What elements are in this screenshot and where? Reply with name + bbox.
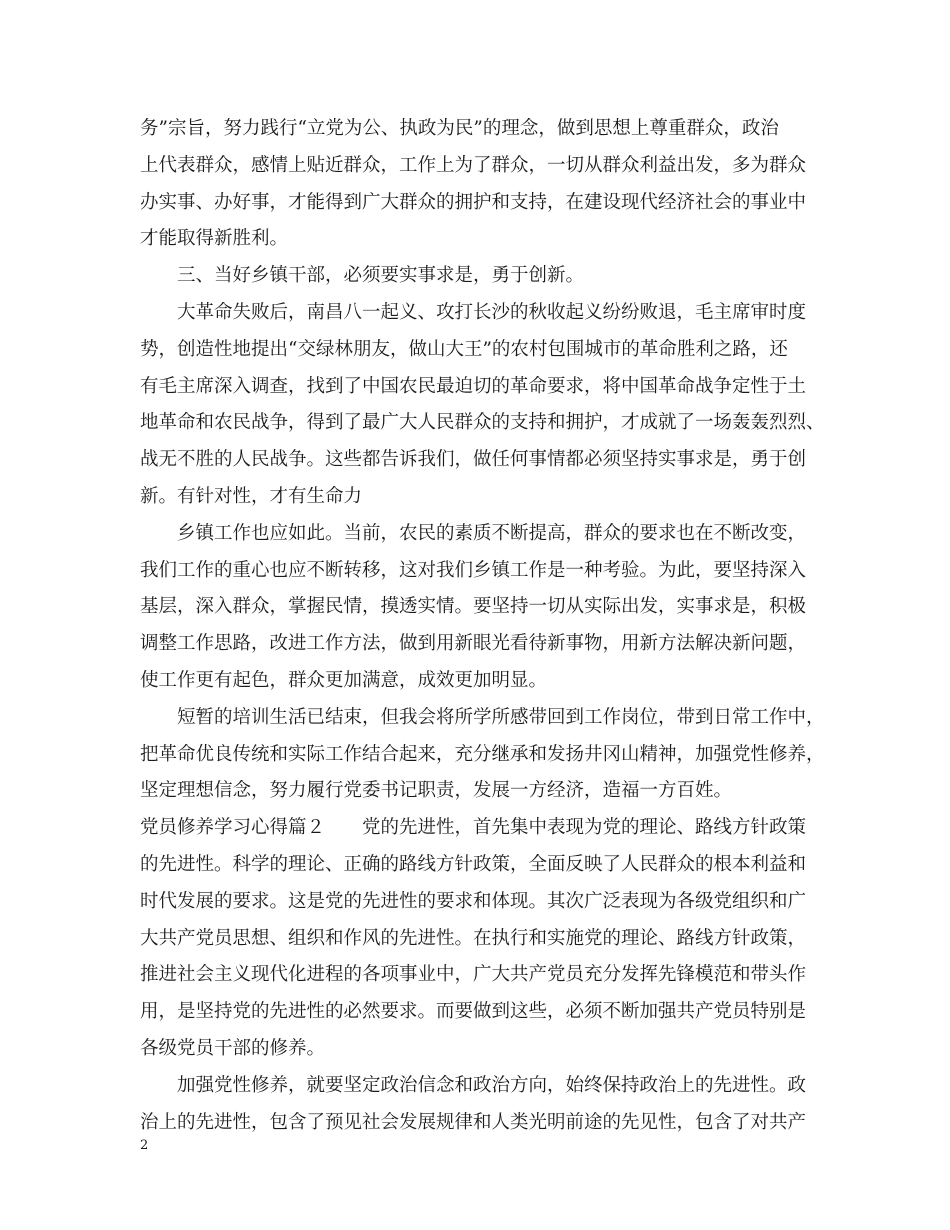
text-line: 乡镇工作也应如此。当前，农民的素质不断提高，群众的要求也在不断改变， — [140, 522, 807, 544]
text-line: 基层，深入群众，掌握民情，摸透实情。要坚持一切从实际出发，实事求是，积极 — [140, 596, 807, 618]
text-line: 地革命和农民战争，得到了最广大人民群众的支持和拥护，才成就了一场轰轰烈烈、 — [140, 412, 825, 434]
text-line: 办实事、办好事，才能得到广大群众的拥护和支持，在建设现代经济社会的事业中 — [140, 191, 807, 213]
text-line: 才能取得新胜利。 — [140, 228, 289, 250]
text-line: 大共产党员思想、组织和作风的先进性。在执行和实施党的理论、路线方针政策， — [140, 927, 807, 949]
text-line: 加强党性修养，就要坚定政治信念和政治方向，始终保持政治上的先进性。政 — [140, 1074, 807, 1096]
text-line: 推进社会主义现代化进程的各项事业中，广大共产党员充分发挥先锋模范和带头作 — [140, 964, 807, 986]
text-line: 新。有针对性，才有生命力 — [140, 485, 363, 507]
section-heading: 三、当好乡镇干部，必须要实事求是，勇于创新。 — [140, 265, 585, 287]
body-text — [140, 111, 840, 1141]
section-title-line: 党员修养学习心得篇２ 党的先进性，首先集中表现为党的理论、路线方针政策 — [140, 817, 807, 839]
text-line: 战无不胜的人民战争。这些都告诉我们，做任何事情都必须坚持实事求是，勇于创 — [140, 449, 807, 471]
text-line: 把革命优良传统和实际工作结合起来，充分继承和发扬井冈山精神，加强党性修养， — [140, 743, 825, 765]
text-line: 务”宗旨，努力践行“立党为公、执政为民”的理念，做到思想上尊重群众，政治 — [140, 118, 779, 139]
text-line: 用，是坚持党的先进性的必然要求。而要做到这些，必须不断加强共产党员特别是 — [140, 1001, 807, 1023]
text-line: 势，创造性地提出“交绿林朋友，做山大王”的农村包围城市的革命胜利之路，还 — [140, 338, 788, 360]
page-number: 2 — [140, 1138, 149, 1153]
text-line: 我们工作的重心也应不断转移，这对我们乡镇工作是一种考验。为此，要坚持深入 — [140, 559, 807, 581]
text-line: 的先进性。科学的理论、正确的路线方针政策，全面反映了人民群众的根本利益和 — [140, 853, 807, 875]
text-line: 短暂的培训生活已结束，但我会将所学所感带回到工作岗位，带到日常工作中， — [140, 706, 825, 728]
text-line: 坚定理想信念，努力履行党委书记职责，发展一方经济，造福一方百姓。 — [140, 780, 733, 802]
text-line: 大革命失败后，南昌八一起义、攻打长沙的秋收起义纷纷败退，毛主席审时度 — [140, 301, 807, 323]
text-line: 使工作更有起色，群众更加满意，成效更加明显。 — [140, 669, 548, 691]
text-line: 治上的先进性，包含了预见社会发展规律和人类光明前途的先见性，包含了对共产 — [140, 1111, 807, 1133]
text-line: 有毛主席深入调查，找到了中国农民最迫切的革命要求，将中国革命战争定性于土 — [140, 375, 807, 397]
text-line: 上代表群众，感情上贴近群众，工作上为了群众，一切从群众利益出发，多为群众 — [140, 154, 807, 176]
text-line: 调整工作思路，改进工作方法，做到用新眼光看待新事物，用新方法解决新问题， — [140, 633, 807, 655]
text-line: 时代发展的要求。这是党的先进性的要求和体现。其次广泛表现为各级党组织和广 — [140, 890, 807, 912]
text-line: 各级党员干部的修养。 — [140, 1037, 326, 1059]
